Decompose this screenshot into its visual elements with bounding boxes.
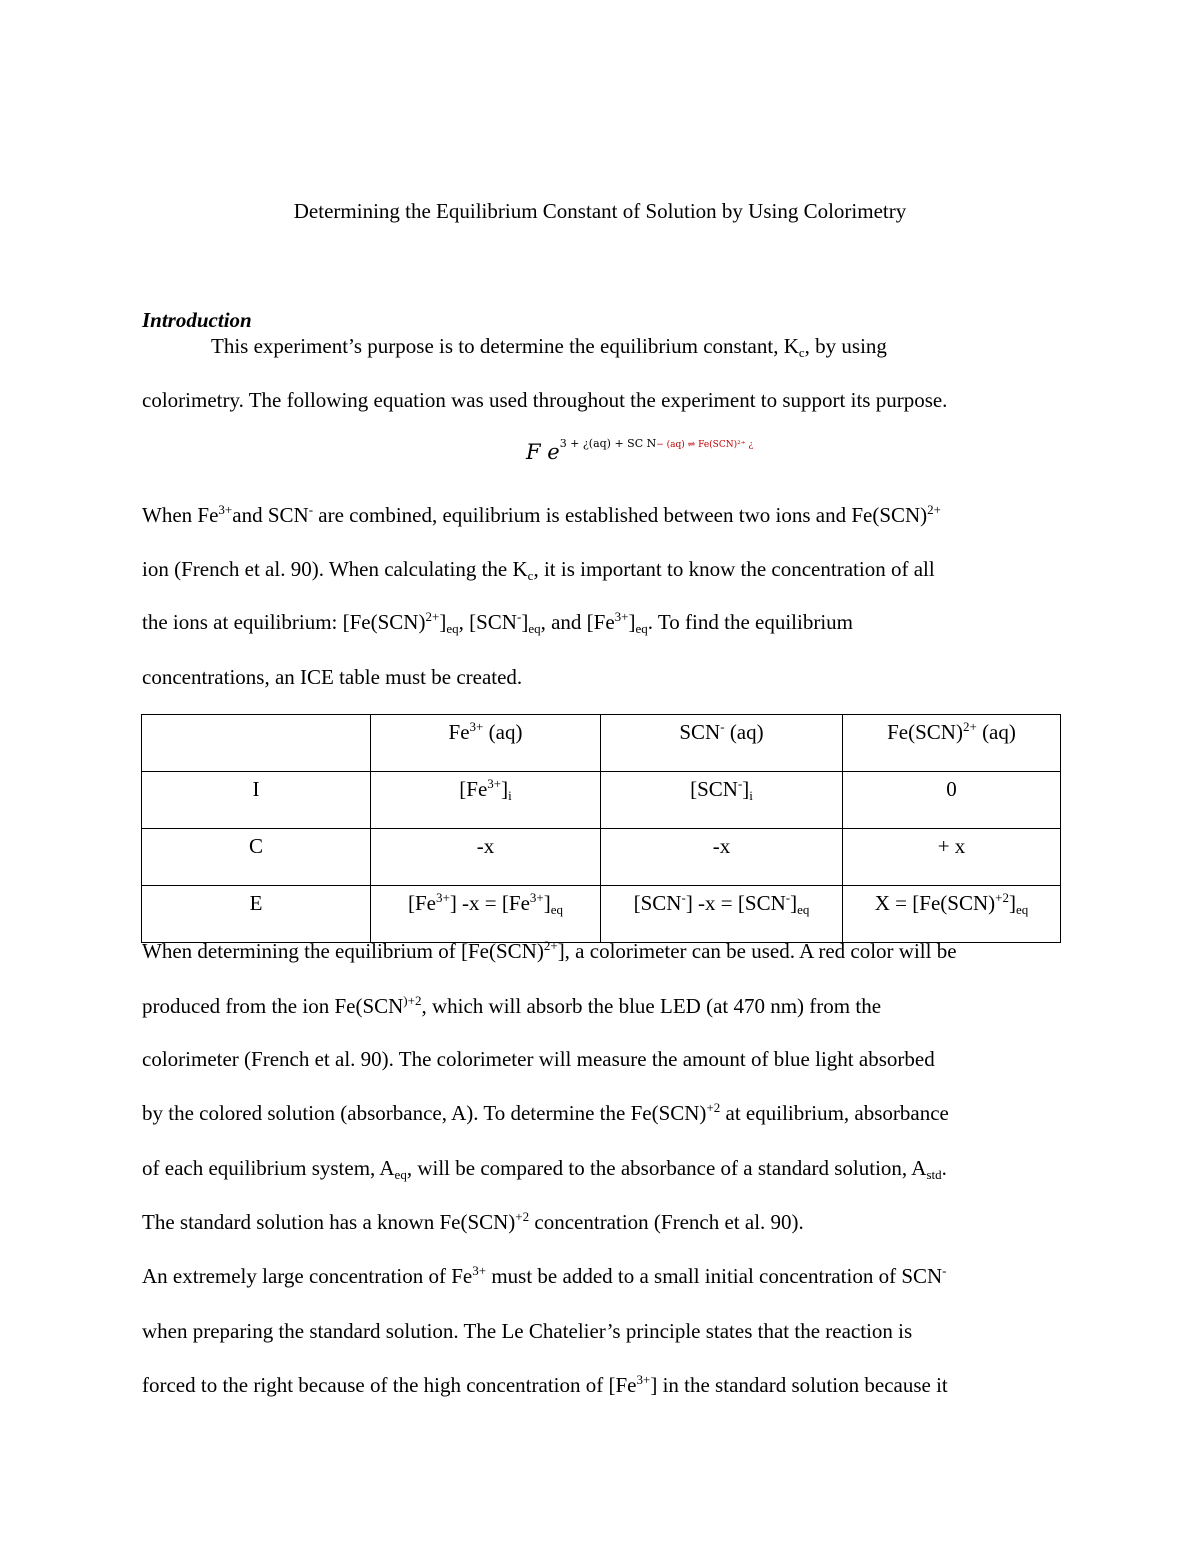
table-cell: 0 bbox=[843, 772, 1061, 829]
intro-line-1: This experiment’s purpose is to determine the equilibrium constant, $K_c$, by using bbox=[211, 334, 887, 360]
table-cell: [SCN-] $-x = [SCN^-]_{eq}$ bbox=[601, 886, 843, 943]
table-cell-empty bbox=[142, 715, 371, 772]
intro-line-2: colorimetry. The following equation was used throughout the experiment to support its purpose. bbox=[142, 388, 948, 412]
table-cell: $X = [Fe(SCN)^{+2}]_{eq}$ bbox=[843, 886, 1061, 943]
table-cell: $[Fe^{3+}] -x = [Fe^{3+}]_{eq}$ bbox=[371, 886, 601, 943]
table-row bbox=[142, 772, 1061, 829]
section-heading-introduction: Introduction bbox=[142, 308, 252, 332]
table-cell: + x bbox=[843, 829, 1061, 886]
row-label-equilibrium: E bbox=[142, 886, 371, 943]
para1-line-1: When $Fe^{3+}and$ SCN- are combined, equilibrium is established between two ions and Fe(SCN)$^{2+}$ bbox=[142, 502, 942, 527]
para3-line-3: forced to the right because of the high concentration of $[Fe^{3+}]$ in the standard solution because it bbox=[142, 1372, 948, 1397]
para1-line-3: the ions at equilibrium: $[Fe(SCN)^{2+}]_{eq}$, $[SCN^-]_{eq}$, and $[Fe^{3+}]_{eq}$. To find the equilibrium bbox=[142, 609, 853, 636]
table-row bbox=[142, 886, 1061, 943]
para2-line-5: of each equilibrium system, $A_{eq}$, will be compared to the absorbance of a standard solution, $A_{std}$. bbox=[142, 1156, 947, 1182]
para2-line-3: colorimeter (French et al. 90). The colorimeter will measure the amount of blue light absorbed bbox=[142, 1047, 935, 1071]
reaction-equation: F $e^{3 + ¿(aq) + SC N- (aq) \rightleftharpoons Fe(SCN)^{2+} ¿}$ bbox=[526, 437, 754, 464]
para2-line-4: by the colored solution (absorbance, A). To determine the Fe(SCN)$^{+2}$ at equilibrium, absorbance bbox=[142, 1100, 949, 1125]
para1-line-2: ion (French et al. 90). When calculating the $K_c$, it is important to know the concentration of all bbox=[142, 557, 935, 583]
header-fescn: Fe(SCN)$^{2+}$ (aq) bbox=[843, 715, 1061, 772]
table-cell: -x bbox=[601, 829, 843, 886]
para1-line-4: concentrations, an ICE table must be created. bbox=[142, 665, 523, 689]
ice-table bbox=[141, 714, 1061, 943]
table-row bbox=[142, 715, 1061, 772]
table-cell: $[SCN^-]_i$ bbox=[601, 772, 843, 829]
row-label-change: C bbox=[142, 829, 371, 886]
para2-line-2: produced from the ion $Fe(SCN^{)+2}$, which will absorb the blue LED (at 470 nm) from the bbox=[142, 993, 882, 1018]
para3-line-1: An extremely large concentration of $Fe^{3+}$ must be added to a small initial concentration of SCN- bbox=[142, 1263, 947, 1288]
para3-line-2: when preparing the standard solution. The Le Chatelier’s principle states that the reaction is bbox=[142, 1319, 913, 1343]
table-cell: -x bbox=[371, 829, 601, 886]
para2-line-6: The standard solution has a known Fe(SCN)$^{+2}$ concentration (French et al. 90). bbox=[142, 1209, 804, 1234]
row-label-initial: I bbox=[142, 772, 371, 829]
header-fe: $Fe^{3+}$ (aq) bbox=[371, 715, 601, 772]
header-scn: SCN- (aq) bbox=[601, 715, 843, 772]
document-title: Determining the Equilibrium Constant of Solution by Using Colorimetry bbox=[293, 199, 907, 223]
table-row bbox=[142, 829, 1061, 886]
para2-line-1: When determining the equilibrium of [Fe(SCN)$^{2+}$], a colorimeter can be used. A red color will be bbox=[142, 938, 957, 963]
table-cell: $[Fe^{3+}]_i$ bbox=[371, 772, 601, 829]
